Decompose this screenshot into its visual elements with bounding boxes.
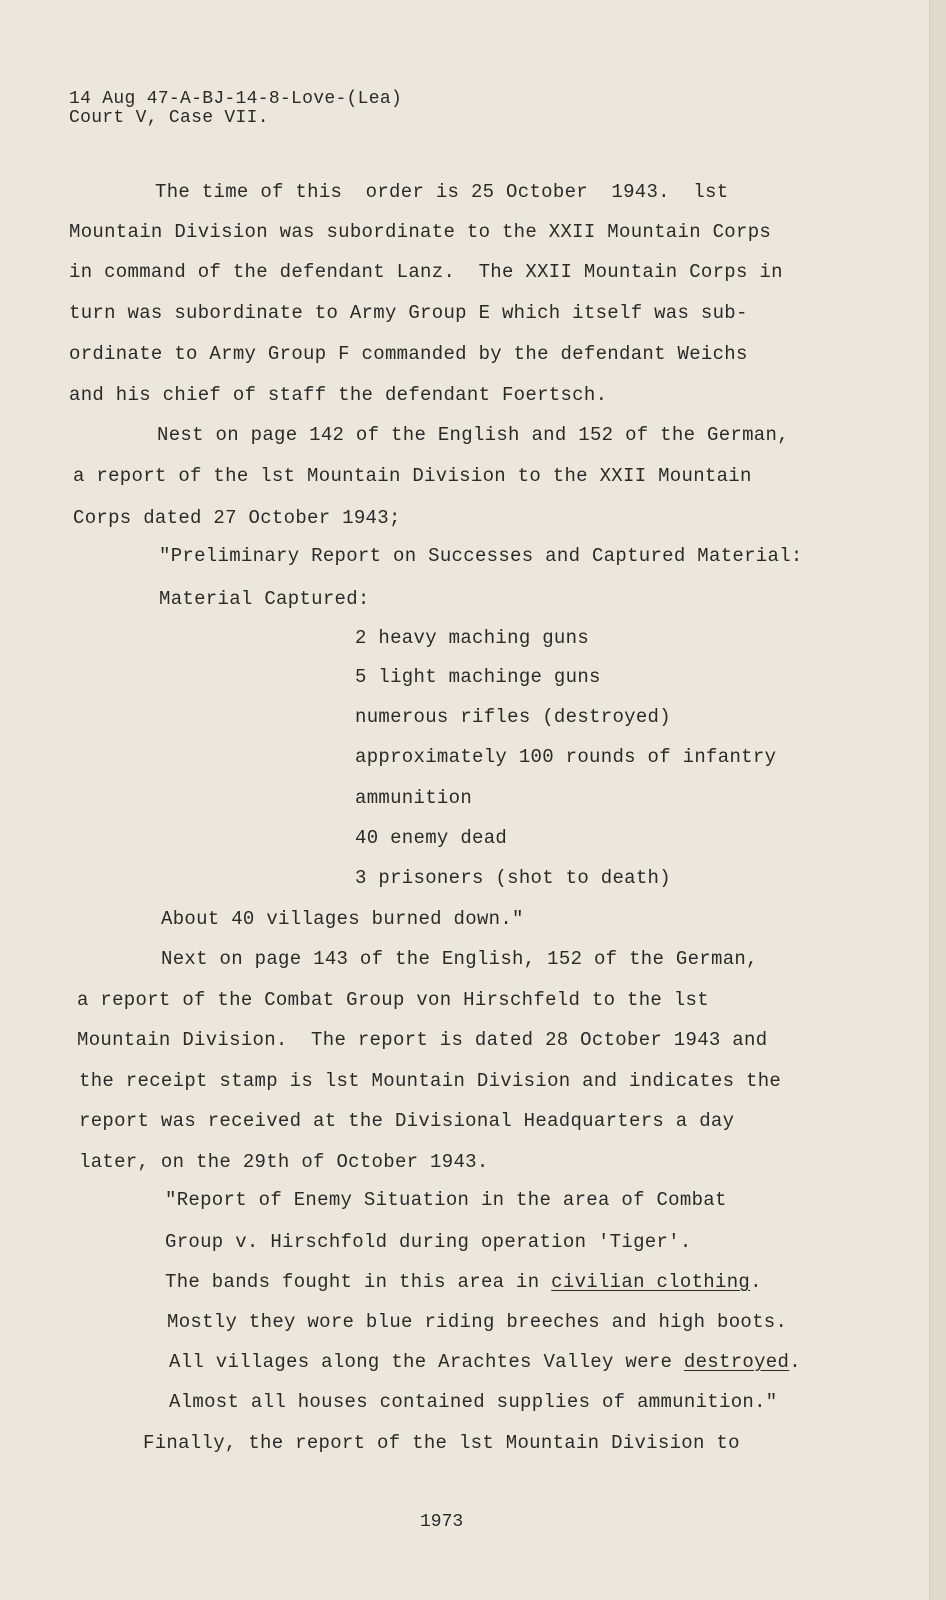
list-item: 2 heavy maching guns [355,627,590,649]
body-line: The time of this order is 25 October 1943. lst [155,181,729,203]
list-item: 5 light machinge guns [355,666,601,688]
body-line: and his chief of staff the defendant Foertsch. [69,384,608,406]
body-line: Mountain Division. The report is dated 28 October 1943 and [77,1029,768,1051]
quote-line: Mostly they wore blue riding breeches and high boots. [167,1311,788,1333]
body-line: a report of the lst Mountain Division to the XXII Mountain [73,465,752,487]
body-line: Next on page 143 of the English, 152 of the German, [161,948,758,970]
header-line-2: Court V, Case VII. [69,108,269,128]
list-item: approximately 100 rounds of infantry [355,746,777,768]
body-line: a report of the Combat Group von Hirschfeld to the lst [77,989,709,1011]
quote-text: All villages along the Arachtes Valley were [169,1351,684,1373]
list-item: numerous rifles (destroyed) [355,706,671,728]
body-line: in command of the defendant Lanz. The XXII Mountain Corps in [69,261,783,283]
quote-line: Material Captured: [159,588,370,610]
body-line: Corps dated 27 October 1943; [73,507,401,529]
body-line: ordinate to Army Group F commanded by the defendant Weichs [69,343,748,365]
punctuation: . [750,1271,762,1293]
body-line: Finally, the report of the lst Mountain Division to [143,1432,740,1454]
body-line: turn was subordinate to Army Group E which itself was sub- [69,302,748,324]
quote-line [169,1351,801,1373]
quote-line: "Preliminary Report on Successes and Captured Material: [159,545,803,567]
quote-line: Group v. Hirschfold during operation 'Tiger'. [165,1231,692,1253]
list-item: 3 prisoners (shot to death) [355,867,671,889]
quote-line: About 40 villages burned down." [161,908,524,930]
body-line: Nest on page 142 of the English and 152 of the German, [157,424,789,446]
quote-line: "Report of Enemy Situation in the area of Combat [165,1189,727,1211]
underlined-text: civilian clothing [551,1271,751,1293]
header-line-1: 14 Aug 47-A-BJ-14-8-Love-(Lea) [69,89,403,109]
body-line: later, on the 29th of October 1943. [79,1151,489,1173]
list-item: ammunition [355,787,473,809]
body-line: the receipt stamp is lst Mountain Division and indicates the [79,1070,782,1092]
body-line: report was received at the Divisional Headquarters a day [79,1110,735,1132]
quote-line: Almost all houses contained supplies of ammunition." [169,1391,778,1413]
quote-line [165,1271,762,1293]
punctuation: . [789,1351,801,1373]
underlined-text: destroyed [683,1351,790,1373]
page-edge [929,0,946,1600]
list-item: 40 enemy dead [355,827,508,849]
body-line: Mountain Division was subordinate to the XXII Mountain Corps [69,221,772,243]
page-number: 1973 [420,1512,464,1532]
quote-text: The bands fought in this area in [165,1271,552,1293]
